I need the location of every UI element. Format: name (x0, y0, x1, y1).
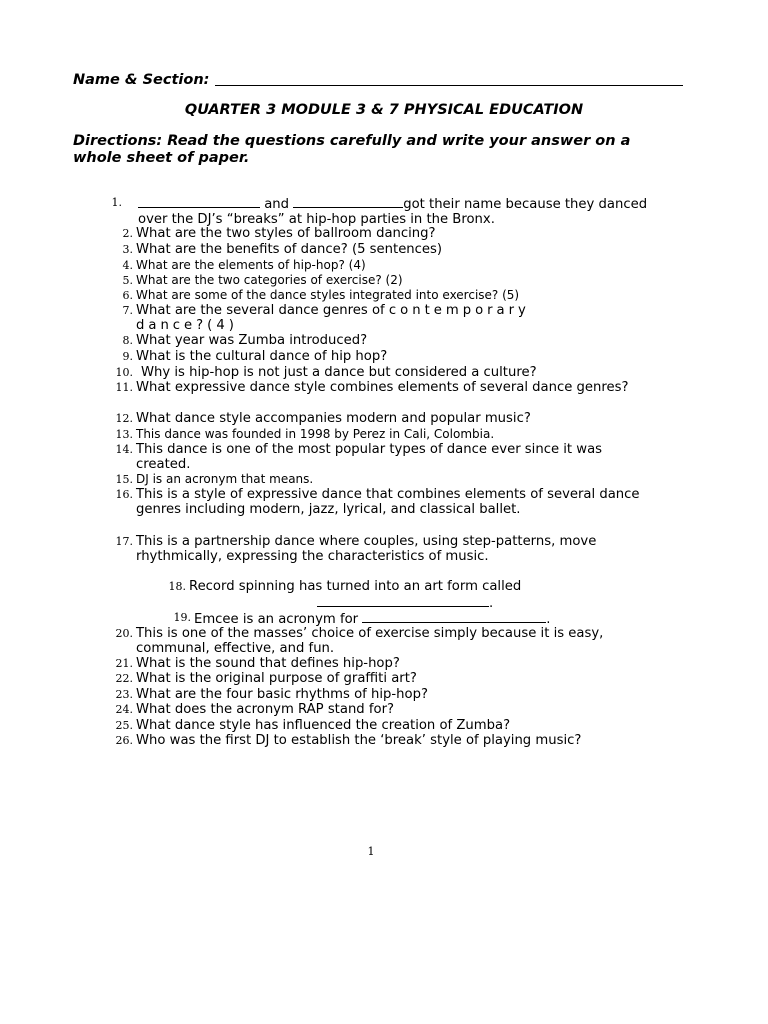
question-13 (115, 427, 676, 442)
question-text: What are the benefits of dance? (5 sentences) (136, 242, 443, 257)
question-7 (122, 303, 676, 334)
question-text: What are the elements of hip-hop? (4) (136, 258, 366, 272)
question-number: 5. (122, 274, 133, 287)
question-number: 8. (122, 334, 133, 347)
question-number: 19. (173, 611, 191, 624)
question-6 (122, 288, 676, 303)
question-number: 26. (115, 734, 133, 747)
question-15 (115, 472, 676, 487)
question-text: dance?(4) (136, 318, 238, 334)
question-number: 11. (115, 381, 133, 394)
question-text: Record spinning has turned into an art form called (189, 579, 522, 594)
question-text: What does the acronym RAP stand for? (136, 702, 394, 717)
question-text: What dance style has influenced the creation of Zumba? (136, 718, 511, 733)
answer-blank (293, 195, 403, 208)
question-text: What expressive dance style combines elements of several dance genres? (136, 380, 629, 395)
page-number: 1 (367, 845, 375, 858)
question-22 (115, 671, 676, 686)
question-text: What is the sound that defines hip-hop? (136, 656, 400, 671)
question-2 (122, 226, 676, 241)
question-20 (115, 626, 676, 657)
question-24 (115, 702, 676, 717)
answer-blank (138, 195, 260, 208)
question-number: 7. (122, 304, 133, 317)
question-number: 16. (115, 488, 133, 501)
question-text: contemporary (388, 303, 530, 318)
question-text: Why is hip-hop is not just a dance but considered a culture? (141, 365, 537, 380)
question-number: 14. (115, 443, 133, 456)
answer-blank (317, 594, 489, 607)
question-16 (115, 487, 656, 518)
question-9 (122, 349, 676, 364)
question-25 (115, 718, 676, 733)
directions-text: Directions: Read the questions carefully and write your answer on a whole sheet of paper. (73, 133, 631, 166)
name-section-blank (215, 71, 683, 86)
question-number: 4. (122, 259, 133, 272)
question-text: This is a style of expressive dance that combines elements of several dance genres including modern, jazz, lyrical, and classical ballet. (136, 487, 640, 518)
question-number: 23. (115, 688, 133, 701)
question-text: and (264, 197, 290, 212)
name-section-label: Name & Section: (73, 72, 210, 88)
question-number: 15. (115, 473, 133, 486)
question-8 (122, 333, 676, 348)
question-19: 19. Emcee is an acronym for . (173, 611, 551, 627)
name-section-row (73, 71, 683, 88)
question-12 (115, 411, 676, 426)
question-text: got their name because they danced over the DJ’s “breaks” at hip-hop parties in the Bronx. (138, 197, 648, 228)
question-4 (122, 258, 676, 273)
question-number: 20. (115, 627, 133, 640)
question-23 (115, 687, 676, 702)
question-number: 13. (115, 428, 133, 441)
question-number: 25. (115, 719, 133, 732)
question-number: 24. (115, 703, 133, 716)
question-text: What is the cultural dance of hip hop? (136, 349, 388, 364)
question-text: DJ is an acronym that means. (136, 472, 314, 486)
question-18: 18. Record spinning has turned into an art form called . (168, 579, 522, 612)
question-number: 17. (115, 535, 133, 548)
answer-blank (362, 610, 546, 623)
question-number: 1. (111, 196, 122, 209)
question-text: What are some of the dance styles integrated into exercise? (5) (136, 288, 520, 302)
question-1 (111, 195, 680, 228)
question-number: 18. (168, 580, 186, 593)
question-number: 22. (115, 672, 133, 685)
question-21 (115, 656, 676, 671)
question-text: This dance is one of the most popular types of dance ever since it was created. (136, 442, 603, 473)
question-number: 10. (115, 366, 133, 379)
question-17 (115, 534, 676, 565)
question-text: Who was the first DJ to establish the ‘break’ style of playing music? (136, 733, 582, 748)
question-10 (115, 365, 676, 380)
question-text: What are the two categories of exercise? (2) (136, 273, 403, 287)
question-number: 12. (115, 412, 133, 425)
question-text: What is the original purpose of graffiti art? (136, 671, 417, 686)
question-text: What dance style accompanies modern and popular music? (136, 411, 531, 426)
question-number: 6. (122, 289, 133, 302)
question-number: 9. (122, 350, 133, 363)
question-3 (122, 242, 676, 257)
question-number: 21. (115, 657, 133, 670)
question-26 (115, 733, 676, 748)
question-text: Emcee is an acronym for (194, 612, 359, 627)
question-5 (122, 273, 676, 288)
question-text: This dance was founded in 1998 by Perez in Cali, Colombia. (136, 427, 495, 441)
question-11 (115, 380, 676, 395)
question-text: This is one of the masses’ choice of exercise simply because it is easy, communal, effective, and fun. (136, 626, 604, 657)
question-text: What year was Zumba introduced? (136, 333, 368, 348)
question-text: What are the several dance genres of (136, 303, 385, 318)
question-text: What are the two styles of ballroom dancing? (136, 226, 436, 241)
question-14 (115, 442, 651, 473)
question-number: 3. (122, 243, 133, 256)
question-text: What are the four basic rhythms of hip-hop? (136, 687, 428, 702)
question-number: 2. (122, 227, 133, 240)
page-title: QUARTER 3 MODULE 3 & 7 PHYSICAL EDUCATION (184, 102, 584, 118)
question-text: This is a partnership dance where couples, using step-patterns, move rhythmically, expressing the characteristics of music. (136, 534, 597, 565)
